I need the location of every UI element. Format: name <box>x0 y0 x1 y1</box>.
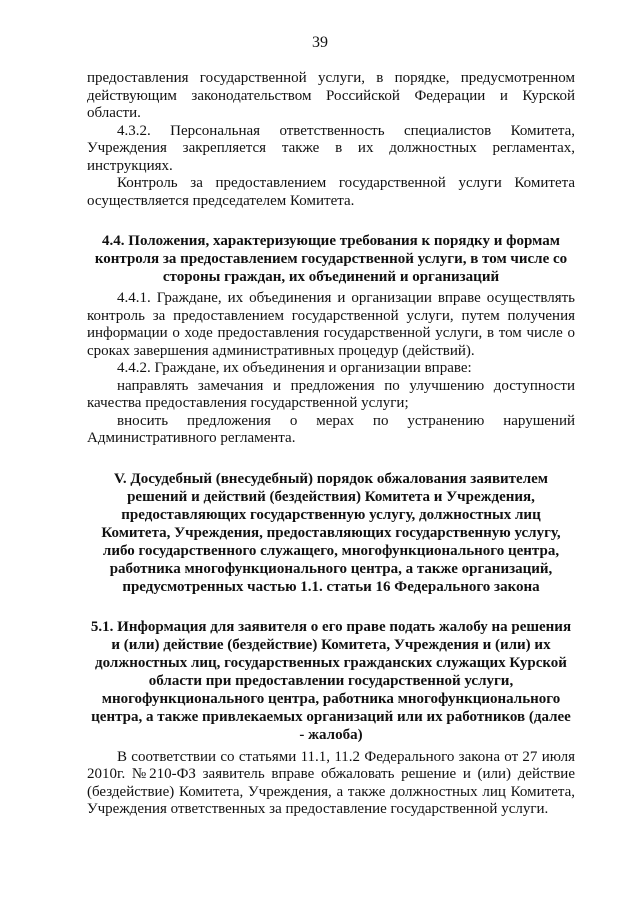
paragraph-4-4-1: 4.4.1. Граждане, их объединения и организации вправе осуществлять контроль за предоставлением государственной услуги, путем получения информации о ходе предоставления государственной услуги, в том числе о сроках завершения административных процедур (действий). <box>87 290 575 359</box>
section-heading-4-4: 4.4. Положения, характеризующие требования к порядку и формам контроля за предоставлением государственной услуги, в том числе со стороны граждан, их объединений и организаций <box>94 233 568 285</box>
paragraph-send-remarks: направлять замечания и предложения по улучшению доступности качества предоставления государственной услуги; <box>87 377 575 411</box>
section-heading-5-1: 5.1. Информация для заявителя о его праве подать жалобу на решения и (или) действие (бездействие) Комитета, Учреждения и (или) их должностных лиц, государственных гражданских служащих Курской области при предоставлении государственной услуги, многофункционального центра, работника многофункционального центра, а также привлекаемых организаций или их работников (далее - жалоба) <box>90 618 572 743</box>
paragraph-continuation: предоставления государственной услуги, в порядке, предусмотренном действующим законодательством Российской Федерации и Курской области. <box>87 70 575 121</box>
chapter-heading-v: V. Досудебный (внесудебный) порядок обжалования заявителем решений и действий (бездействия) Комитета и Учреждения, предоставляющих государственную услугу, должностных лиц Комитета, Учреждения, предоставляющих государственную услугу, либо государственного служащего, многофункционального центра, работника многофункционального центра, а также организаций, предусмотренных частью 1.1. статьи 16 Федерального закона <box>101 470 561 595</box>
paragraph-4-3-2: 4.3.2. Персональная ответственность специалистов Комитета, Учреждения закрепляется также в их должностных регламентах, инструкциях. <box>87 122 575 174</box>
paragraph-make-proposals: вносить предложения о мерах по устранению нарушений Административного регламента. <box>87 412 575 446</box>
paragraph-5-1-body: В соответствии со статьями 11.1, 11.2 Федерального закона от 27 июля 2010г. №210-ФЗ заявитель вправе обжаловать решение и (или) действие (бездействие) Комитета, Учреждения, а также должностных лиц Комитета, Учреждения ответственных за предоставление государственной услуги. <box>87 748 575 817</box>
page-content <box>87 70 575 819</box>
paragraph-4-4-2: 4.4.2. Граждане, их объединения и организации вправе: <box>117 360 472 376</box>
paragraph-control: Контроль за предоставлением государственной услуги Комитета осуществляется председателем Комитета. <box>87 175 575 209</box>
page-number: 39 <box>312 34 328 51</box>
